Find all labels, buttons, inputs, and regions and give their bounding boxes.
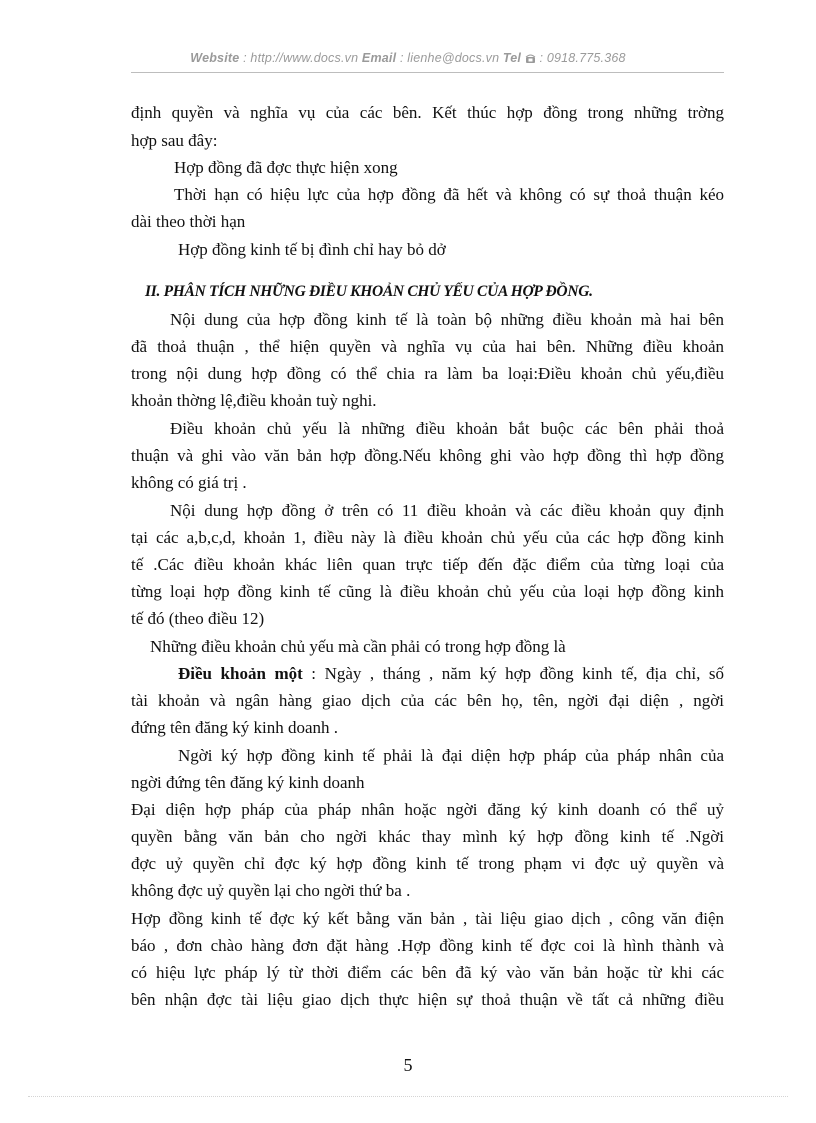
text-line: trong nội dung hợp đồng có thể chia ra làm ba loại:Điều khoản chủ yếu,điều (131, 364, 724, 383)
text-line: Hợp đồng đã đợc thực hiện xong (174, 158, 398, 177)
text-line: đứng tên đăng ký kinh doanh . (131, 718, 339, 737)
text-line: tế .Các điều khoản khác liên quan trực tiếp đến đặc điểm của từng loại của (131, 555, 724, 574)
header-divider (131, 72, 724, 73)
text-line: dài theo thời hạn (131, 212, 246, 231)
text-line: tài khoản và ngân hàng giao dịch của các bên họ, tên, ngời đại diện , ngời (131, 691, 724, 710)
text-line: ngời đứng tên đăng ký kinh doanh (131, 773, 365, 792)
text-line: quyền bằng văn bản cho ngời khác thay mình ký hợp đồng kinh tế .Ngời (131, 827, 724, 846)
text-line: Ngời ký hợp đồng kinh tế phải là đại diện hợp pháp của pháp nhân của (178, 746, 724, 765)
text-line: tế đó (theo điều 12) (131, 609, 265, 628)
email-value[interactable]: : lienhe@docs.vn (396, 51, 503, 65)
text-line: khoản thờng lệ,điều khoản tuỳ nghi. (131, 391, 377, 410)
page-number: 5 (403, 1055, 413, 1075)
text-line: hợp sau đây: (131, 131, 218, 150)
text-line: thuận và ghi vào văn bản hợp đồng.Nếu không ghi vào hợp đồng thì hợp đồng (131, 446, 724, 465)
text-line: từng loại hợp đồng kinh tế cũng là điều khoản chủ yếu của loại hợp đồng kinh (131, 582, 724, 601)
text-line: Nội dung hợp đồng ở trên có 11 điều khoản và các điều khoản quy định (170, 501, 724, 520)
text-line: Điều khoản chủ yếu là những điều khoản bắt buộc các bên phải thoả (170, 419, 724, 438)
text-line: Nội dung của hợp đồng kinh tế là toàn bộ những điều khoản mà hai bên (170, 310, 724, 329)
text-line: Những điều khoản chủ yếu mà cần phải có trong hợp đồng là (150, 637, 566, 656)
phone-icon (525, 51, 536, 65)
tel-value: : 0918.775.368 (535, 51, 626, 65)
website-label: Website (190, 51, 240, 65)
text-line: bên nhận đợc tài liệu giao dịch thực hiện sự thoả thuận về tất cả những điều (131, 990, 724, 1009)
text-line: không đợc uỷ quyền lại cho ngời thứ ba . (131, 881, 411, 900)
clause-one-text: : Ngày , tháng , năm ký hợp đồng kinh tế, địa chỉ, số (302, 664, 725, 683)
text-line: định quyền và nghĩa vụ của các bên. Kết thúc hợp đồng trong những trờng (131, 103, 724, 122)
footer-divider (28, 1096, 788, 1097)
section-heading: II. PHÂN TÍCH NHỮNG ĐIỀU KHOẢN CHỦ YẾU CỦA HỢP ĐỒNG. (145, 283, 593, 300)
tel-label: Tel (502, 51, 522, 65)
email-label: Email (361, 51, 397, 65)
text-line: không có giá trị . (131, 473, 247, 492)
text-line: Hợp đồng kinh tế đợc ký kết bằng văn bản , tài liệu giao dịch , công văn điện (131, 909, 724, 928)
text-line: đợc uỷ quyền chỉ đợc ký hợp đồng kinh tế trong phạm vi đợc uỷ quyền và (131, 854, 724, 873)
text-line: đã thoả thuận , thể hiện quyền và nghĩa vụ của hai bên. Những điều khoản (131, 337, 724, 356)
text-line: Thời hạn có hiệu lực của hợp đồng đã hết và không có sự thoả thuận kéo (174, 185, 724, 204)
text-line: tại các a,b,c,d, khoản 1, điều này là điều khoản chủ yếu của các hợp đồng kinh (131, 528, 724, 547)
text-line: Hợp đồng kinh tế bị đình chỉ hay bỏ dở (178, 240, 446, 259)
website-value[interactable]: : http://www.docs.vn (239, 51, 362, 65)
text-line: có hiệu lực pháp lý từ thời điểm các bên đã ký vào văn bản hoặc từ khi các (131, 963, 724, 982)
text-line (178, 664, 724, 684)
clause-one-title: Điều khoản một (178, 664, 303, 683)
text-line: Đại diện hợp pháp của pháp nhân hoặc ngời đăng ký kinh doanh có thể uỷ (131, 800, 724, 819)
text-line: báo , đơn chào hàng đơn đặt hàng .Hợp đồng kinh tế đợc coi là hình thành và (131, 936, 724, 955)
page-header (0, 51, 816, 65)
